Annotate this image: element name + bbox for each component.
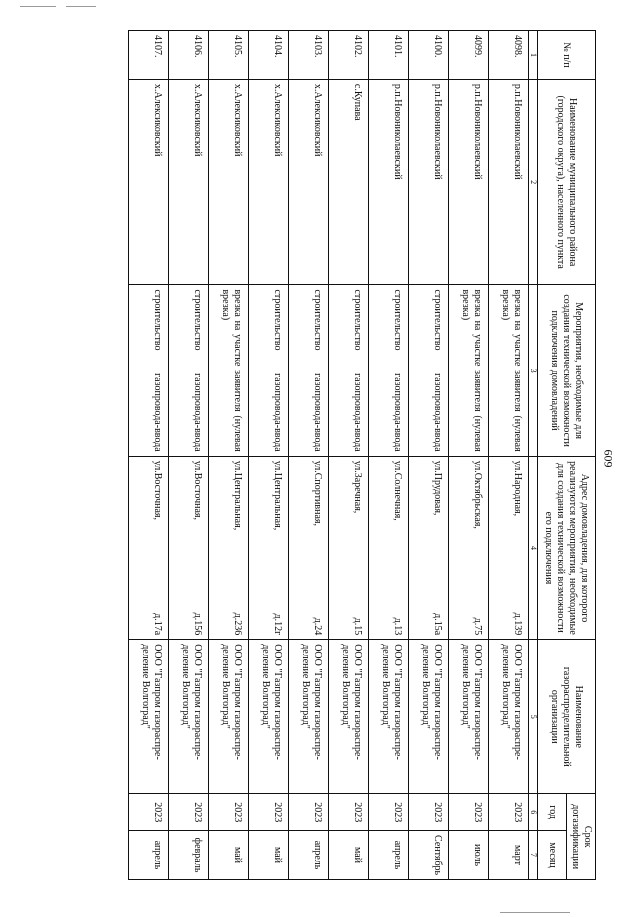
settlement-cell: р.п.Новониколаевский bbox=[449, 79, 489, 285]
year-cell: 2023 bbox=[209, 794, 249, 831]
organization-cell: ООО "Газпром газораспре-деление Волгоград" bbox=[169, 640, 209, 794]
month-cell: май bbox=[209, 831, 249, 880]
scan-mark-bottom bbox=[500, 912, 570, 913]
measure-cell: строительство газопровода-ввода bbox=[329, 285, 369, 456]
measure-cell: врезка на участке заявителя (нулевая врезка) bbox=[209, 285, 249, 456]
table-row bbox=[449, 31, 489, 880]
measure-cell: врезка на участке заявителя (нулевая врезка) bbox=[489, 285, 529, 456]
header-year: год bbox=[538, 794, 567, 831]
address-cell: ул.Народная, д.139 bbox=[489, 456, 529, 640]
organization-cell: ООО "Газпром газораспре-деление Волгоград" bbox=[329, 640, 369, 794]
organization-cell: ООО "Газпром газораспре-деление Волгоград" bbox=[449, 640, 489, 794]
column-number-row bbox=[529, 31, 538, 880]
year-cell: 2023 bbox=[489, 794, 529, 831]
table-body bbox=[129, 31, 529, 880]
table-row bbox=[489, 31, 529, 880]
month-cell: май bbox=[329, 831, 369, 880]
table-row bbox=[169, 31, 209, 880]
row-number: 4104. bbox=[249, 31, 289, 80]
row-number: 4099. bbox=[449, 31, 489, 80]
address-cell: ул.Заречная, д.15 bbox=[329, 456, 369, 640]
header-org: Наименование газораспределительной организации bbox=[538, 640, 596, 794]
year-cell: 2023 bbox=[329, 794, 369, 831]
rotated-table-wrapper bbox=[68, 30, 596, 880]
column-number: 2 bbox=[529, 79, 538, 285]
table-row bbox=[209, 31, 249, 880]
organization-cell: ООО "Газпром газораспре-деление Волгоград" bbox=[129, 640, 169, 794]
settlement-cell: х.Алексиковский bbox=[209, 79, 249, 285]
column-number: 3 bbox=[529, 285, 538, 456]
organization-cell: ООО "Газпром газораспре-деление Волгоград" bbox=[409, 640, 449, 794]
organization-cell: ООО "Газпром газораспре-деление Волгоград" bbox=[249, 640, 289, 794]
organization-cell: ООО "Газпром газораспре-деление Волгоград" bbox=[289, 640, 329, 794]
year-cell: 2023 bbox=[409, 794, 449, 831]
header-measures: Мероприятия, необходимые для создания технической возможности подключения домовладений bbox=[538, 285, 596, 456]
column-number: 4 bbox=[529, 456, 538, 640]
address-cell: ул.Спортивная, д.24 bbox=[289, 456, 329, 640]
page-number: 609 bbox=[601, 449, 616, 468]
year-cell: 2023 bbox=[449, 794, 489, 831]
month-cell: февраль bbox=[169, 831, 209, 880]
measure-cell: строительство газопровода-ввода bbox=[409, 285, 449, 456]
row-number: 4106. bbox=[169, 31, 209, 80]
measure-cell: строительство газопровода-ввода bbox=[289, 285, 329, 456]
header-num: № п/п bbox=[538, 31, 596, 80]
table-row bbox=[289, 31, 329, 880]
table-row bbox=[369, 31, 409, 880]
row-number: 4102. bbox=[329, 31, 369, 80]
header-district: Наименование муниципального района (городского округа), населенного пункта bbox=[538, 79, 596, 285]
address-cell: ул.Восточная, д.156 bbox=[169, 456, 209, 640]
measure-cell: строительство газопровода-ввода bbox=[129, 285, 169, 456]
organization-cell: ООО "Газпром газораспре-деление Волгоград" bbox=[489, 640, 529, 794]
row-number: 4103. bbox=[289, 31, 329, 80]
year-cell: 2023 bbox=[129, 794, 169, 831]
address-cell: ул.Солнечная, д.13 bbox=[369, 456, 409, 640]
month-cell: апрель bbox=[129, 831, 169, 880]
row-number: 4101. bbox=[369, 31, 409, 80]
table-row bbox=[329, 31, 369, 880]
table-row bbox=[249, 31, 289, 880]
row-number: 4098. bbox=[489, 31, 529, 80]
scan-mark-top bbox=[20, 6, 56, 7]
settlement-cell: х.Алексиковский bbox=[249, 79, 289, 285]
column-number: 6 bbox=[529, 794, 538, 831]
organization-cell: ООО "Газпром газораспре-деление Волгоград" bbox=[209, 640, 249, 794]
address-cell: ул.Октябрьская, д.75 bbox=[449, 456, 489, 640]
measure-cell: врезка на участке заявителя (нулевая врезка) bbox=[449, 285, 489, 456]
organization-cell: ООО "Газпром газораспре-деление Волгоград" bbox=[369, 640, 409, 794]
year-cell: 2023 bbox=[249, 794, 289, 831]
year-cell: 2023 bbox=[289, 794, 329, 831]
table-row bbox=[409, 31, 449, 880]
settlement-cell: х.Алексиковский bbox=[289, 79, 329, 285]
month-cell: март bbox=[489, 831, 529, 880]
address-cell: ул.Восточная, д.17а bbox=[129, 456, 169, 640]
settlement-cell: х.Алексиковский bbox=[129, 79, 169, 285]
column-number: 1 bbox=[529, 31, 538, 80]
measure-cell: строительство газопровода-ввода bbox=[369, 285, 409, 456]
header-term: Срок догазификации bbox=[567, 794, 596, 880]
header-row bbox=[567, 31, 596, 880]
settlement-cell: р.п.Новониколаевский bbox=[369, 79, 409, 285]
scan-mark-top bbox=[66, 6, 96, 7]
column-number: 7 bbox=[529, 831, 538, 880]
month-cell: май bbox=[249, 831, 289, 880]
row-number: 4107. bbox=[129, 31, 169, 80]
year-cell: 2023 bbox=[169, 794, 209, 831]
month-cell: апрель bbox=[369, 831, 409, 880]
address-cell: ул.Центральная, д.12г bbox=[249, 456, 289, 640]
month-cell: Сентябрь bbox=[409, 831, 449, 880]
measure-cell: строительство газопровода-ввода bbox=[169, 285, 209, 456]
measure-cell: строительство газопровода-ввода bbox=[249, 285, 289, 456]
row-number: 4105. bbox=[209, 31, 249, 80]
table-row bbox=[129, 31, 169, 880]
year-cell: 2023 bbox=[369, 794, 409, 831]
settlement-cell: х.Алексиковский bbox=[169, 79, 209, 285]
settlement-cell: р.п.Новониколаевский bbox=[409, 79, 449, 285]
settlement-cell: с.Купава bbox=[329, 79, 369, 285]
column-number: 5 bbox=[529, 640, 538, 794]
header-month: месяц bbox=[538, 831, 567, 880]
month-cell: июль bbox=[449, 831, 489, 880]
gasification-table bbox=[128, 30, 596, 880]
address-cell: ул.Центральная, д.236 bbox=[209, 456, 249, 640]
settlement-cell: р.п.Новониколаевский bbox=[489, 79, 529, 285]
address-cell: ул.Прудовая, д.15а bbox=[409, 456, 449, 640]
header-address: Адрес домовладения, для которого реализуются мероприятия, необходимые для создания технической возможности его подключения bbox=[538, 456, 596, 640]
month-cell: апрель bbox=[289, 831, 329, 880]
row-number: 4100. bbox=[409, 31, 449, 80]
